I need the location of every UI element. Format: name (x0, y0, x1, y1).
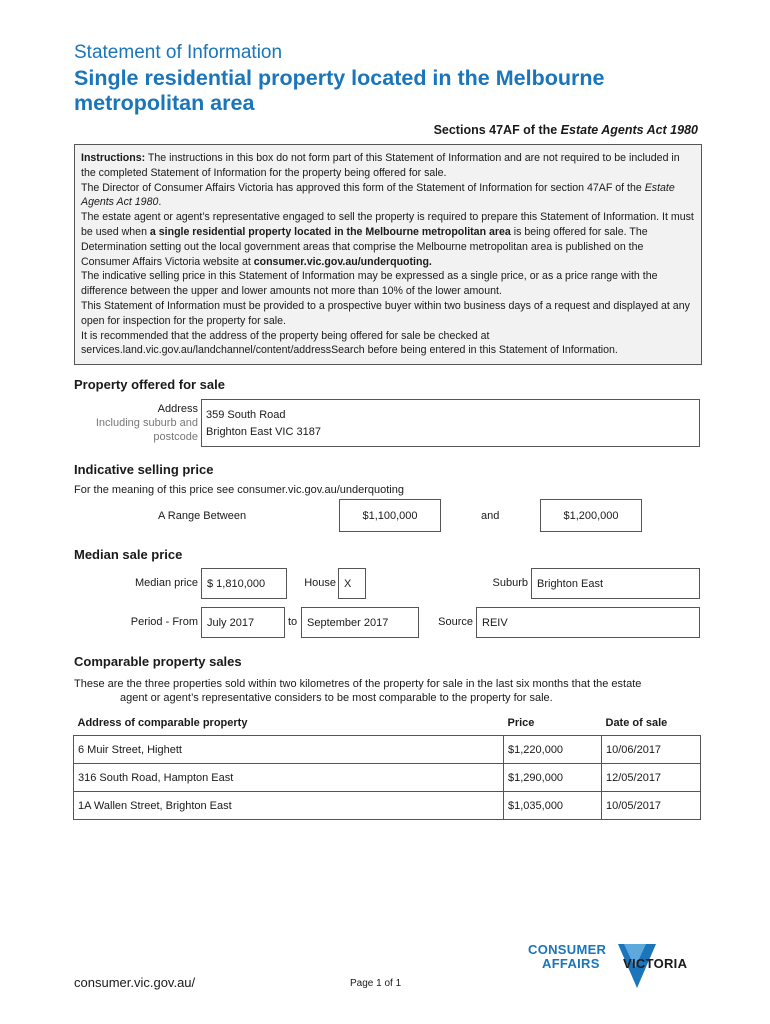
row-address[interactable]: 316 South Road, Hampton East (74, 764, 504, 792)
col-date: Date of sale (602, 714, 701, 736)
address-label: Address (157, 403, 198, 415)
row-date[interactable]: 12/05/2017 (602, 764, 701, 792)
median-heading: Median sale price (74, 547, 183, 562)
comparable-note-line-1: These are the three properties sold within two kilometres of the property for sale in the last six months that the estate (74, 678, 642, 690)
indicative-heading: Indicative selling price (74, 462, 214, 477)
price-low-field[interactable]: $1,100,000 (339, 499, 441, 532)
row-price[interactable]: $1,035,000 (504, 792, 602, 820)
period-from-field[interactable]: July 2017 (201, 607, 285, 638)
logo-line-1: CONSUMER (528, 942, 607, 957)
col-address: Address of comparable property (74, 714, 504, 736)
comparable-heading: Comparable property sales (74, 654, 242, 669)
row-address[interactable]: 6 Muir Street, Highett (74, 736, 504, 764)
instructions-box (74, 144, 702, 365)
logo-line-3: VICTORIA (623, 956, 688, 971)
property-heading: Property offered for sale (74, 377, 225, 392)
row-price[interactable]: $1,290,000 (504, 764, 602, 792)
address-line-2: Brighton East VIC 3187 (206, 426, 321, 438)
instructions-p6: It is recommended that the address of the property being offered for sale be checked at services.land.vic.gov.au/landchannel/content/addressSearch before being entered in this Statement of Information. (81, 329, 618, 357)
address-sublabel-1: Including suburb and (95, 417, 198, 429)
row-address[interactable]: 1A Wallen Street, Brighton East (74, 792, 504, 820)
instructions-p2b: Estate Agents Act 1980 (81, 181, 675, 209)
sections-reference (434, 123, 698, 137)
instructions-p3b: a single residential property located in the Melbourne metropolitan area (149, 225, 511, 238)
instructions-p3d: consumer.vic.gov.au/underquoting. (253, 255, 432, 268)
range-label: A Range Between (158, 510, 247, 522)
logo-line-2: AFFAIRS (542, 956, 600, 971)
period-to-field[interactable]: September 2017 (301, 607, 419, 638)
source-label: Source (438, 616, 473, 628)
address-label-group (74, 402, 198, 444)
range-and-label: and (481, 510, 500, 522)
price-high-field[interactable]: $1,200,000 (540, 499, 642, 532)
median-price-label: Median price (135, 577, 198, 589)
comparable-note (74, 677, 641, 705)
row-price[interactable]: $1,220,000 (504, 736, 602, 764)
suburb-label: Suburb (492, 577, 528, 589)
house-field[interactable]: X (338, 568, 366, 599)
consumer-affairs-victoria-logo (528, 942, 704, 992)
period-from-label: Period - From (130, 616, 198, 628)
instructions-label: Instructions: (81, 152, 146, 164)
page-number: Page 1 of 1 (350, 978, 402, 989)
table-row (74, 764, 701, 792)
house-label: House (304, 577, 336, 589)
address-line-1: 359 South Road (206, 409, 286, 421)
instructions-p3a: The estate agent or agent’s representative engaged to sell the property is required to prepare this Statement of Information. It must be used when (81, 211, 694, 238)
comparable-table (73, 714, 701, 820)
comparable-note-line-2: agent or agent’s representative considers to be most comparable to the property for sale. (120, 692, 553, 704)
instructions-p3c: is being offered for sale. The Determination setting out the local government areas that comprise the Melbourne metropolitan area is published on the Consumer Affairs Victoria website at (81, 225, 648, 268)
table-row (74, 736, 701, 764)
median-price-field[interactable]: $ 1,810,000 (201, 568, 287, 599)
row-date[interactable]: 10/05/2017 (602, 792, 701, 820)
document-subtitle: Statement of Information (74, 42, 283, 63)
row-date[interactable]: 10/06/2017 (602, 736, 701, 764)
instructions-p5: This Statement of Information must be provided to a prospective buyer within two business days of a request and displayed at any open for inspection for the property for sale. (81, 299, 690, 327)
source-field[interactable]: REIV (476, 607, 700, 638)
address-sublabel-2: postcode (153, 431, 198, 443)
instructions-p4: The indicative selling price in this Statement of Information may be expressed as a single price, or as a price range with the difference between the upper and lower amounts not more than 10% of the lower amount. (81, 270, 658, 298)
instructions-p1: The instructions in this box do not form part of this Statement of Information and are not required to be included in the completed Statement of Information for the property being offered for sale. (81, 152, 680, 179)
instructions-p2c: . (158, 196, 162, 209)
document-title: Single residential property located in the Melbourne metropolitan area (74, 66, 605, 115)
period-to-label: to (288, 616, 298, 628)
sections-prefix: Sections 47AF of the (433, 123, 561, 137)
col-price: Price (504, 714, 602, 736)
suburb-field[interactable]: Brighton East (531, 568, 700, 599)
footer-url[interactable]: consumer.vic.gov.au/ (74, 975, 196, 990)
indicative-note: For the meaning of this price see consumer.vic.gov.au/underquoting (74, 484, 404, 496)
table-row (74, 792, 701, 820)
comparable-header-row (74, 714, 701, 736)
sections-act: Estate Agents Act 1980 (560, 123, 698, 137)
instructions-p2a: The Director of Consumer Affairs Victoria has approved this form of the Statement of Information for section 47AF of the (81, 181, 645, 194)
address-field[interactable] (201, 399, 700, 447)
